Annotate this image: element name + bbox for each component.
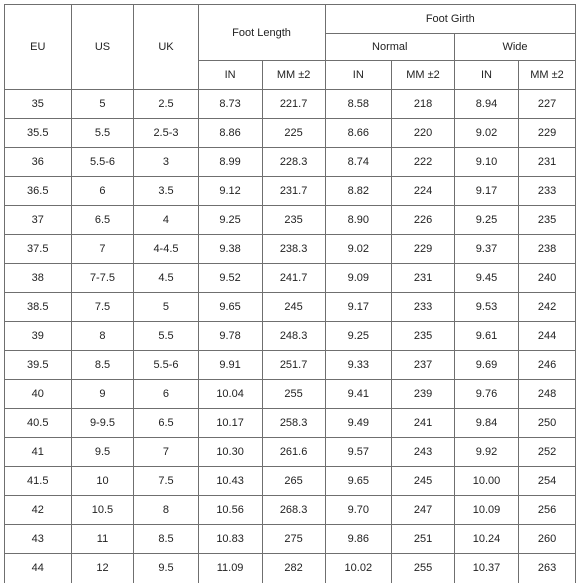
cell-length-in: 10.83 — [198, 525, 262, 554]
cell-eu: 36.5 — [5, 177, 72, 206]
cell-us: 7 — [71, 235, 134, 264]
cell-uk: 2.5-3 — [134, 119, 198, 148]
header-wide-in: IN — [454, 61, 518, 90]
cell-length-mm: 238.3 — [262, 235, 325, 264]
cell-length-mm: 221.7 — [262, 90, 325, 119]
cell-us: 10.5 — [71, 496, 134, 525]
cell-us: 5.5-6 — [71, 148, 134, 177]
cell-length-in: 8.99 — [198, 148, 262, 177]
cell-normal-in: 9.33 — [325, 351, 392, 380]
cell-normal-mm: 251 — [392, 525, 455, 554]
cell-length-mm: 261.6 — [262, 438, 325, 467]
cell-eu: 35.5 — [5, 119, 72, 148]
cell-wide-mm: 263 — [519, 554, 576, 583]
table-row — [5, 90, 576, 119]
cell-eu: 43 — [5, 525, 72, 554]
cell-normal-mm: 224 — [392, 177, 455, 206]
cell-wide-in: 8.94 — [454, 90, 518, 119]
cell-uk: 5.5-6 — [134, 351, 198, 380]
cell-wide-in: 9.92 — [454, 438, 518, 467]
cell-normal-mm: 218 — [392, 90, 455, 119]
cell-normal-mm: 237 — [392, 351, 455, 380]
cell-normal-in: 8.66 — [325, 119, 392, 148]
cell-normal-in: 9.02 — [325, 235, 392, 264]
cell-normal-in: 8.58 — [325, 90, 392, 119]
cell-us: 12 — [71, 554, 134, 583]
header-normal: Normal — [325, 34, 454, 61]
cell-wide-mm: 252 — [519, 438, 576, 467]
cell-us: 9.5 — [71, 438, 134, 467]
cell-normal-mm: 255 — [392, 554, 455, 583]
cell-us: 11 — [71, 525, 134, 554]
table-row — [5, 177, 576, 206]
cell-wide-in: 10.37 — [454, 554, 518, 583]
cell-wide-mm: 229 — [519, 119, 576, 148]
table-row — [5, 235, 576, 264]
cell-uk: 5.5 — [134, 322, 198, 351]
cell-length-in: 9.91 — [198, 351, 262, 380]
cell-normal-mm: 247 — [392, 496, 455, 525]
table-row — [5, 119, 576, 148]
cell-us: 6 — [71, 177, 134, 206]
cell-eu: 42 — [5, 496, 72, 525]
table-header — [5, 5, 576, 90]
cell-length-mm: 241.7 — [262, 264, 325, 293]
cell-normal-mm: 243 — [392, 438, 455, 467]
cell-length-in: 9.78 — [198, 322, 262, 351]
cell-length-in: 9.38 — [198, 235, 262, 264]
cell-length-mm: 268.3 — [262, 496, 325, 525]
cell-wide-mm: 242 — [519, 293, 576, 322]
header-normal-mm: MM ±2 — [392, 61, 455, 90]
cell-us: 7-7.5 — [71, 264, 134, 293]
cell-normal-in: 9.17 — [325, 293, 392, 322]
cell-eu: 39.5 — [5, 351, 72, 380]
cell-uk: 4.5 — [134, 264, 198, 293]
table-row — [5, 467, 576, 496]
cell-wide-in: 9.37 — [454, 235, 518, 264]
cell-normal-in: 9.49 — [325, 409, 392, 438]
cell-wide-in: 10.24 — [454, 525, 518, 554]
header-normal-in: IN — [325, 61, 392, 90]
cell-normal-in: 9.41 — [325, 380, 392, 409]
table-row — [5, 496, 576, 525]
table-body — [5, 90, 576, 583]
table-row — [5, 525, 576, 554]
size-chart-table — [4, 4, 576, 583]
cell-normal-in: 8.90 — [325, 206, 392, 235]
cell-uk: 7 — [134, 438, 198, 467]
header-foot-length: Foot Length — [198, 5, 325, 61]
cell-uk: 7.5 — [134, 467, 198, 496]
cell-length-mm: 251.7 — [262, 351, 325, 380]
table-row — [5, 438, 576, 467]
cell-uk: 9.5 — [134, 554, 198, 583]
cell-wide-mm: 240 — [519, 264, 576, 293]
cell-normal-mm: 245 — [392, 467, 455, 496]
header-us: US — [71, 5, 134, 90]
cell-us: 5 — [71, 90, 134, 119]
cell-normal-mm: 239 — [392, 380, 455, 409]
cell-eu: 37 — [5, 206, 72, 235]
cell-eu: 41 — [5, 438, 72, 467]
header-foot-girth: Foot Girth — [325, 5, 575, 34]
cell-length-in: 10.17 — [198, 409, 262, 438]
cell-uk: 8.5 — [134, 525, 198, 554]
cell-normal-mm: 233 — [392, 293, 455, 322]
cell-wide-mm: 233 — [519, 177, 576, 206]
cell-us: 6.5 — [71, 206, 134, 235]
cell-length-mm: 248.3 — [262, 322, 325, 351]
table-row — [5, 293, 576, 322]
header-uk: UK — [134, 5, 198, 90]
cell-length-mm: 235 — [262, 206, 325, 235]
header-length-in: IN — [198, 61, 262, 90]
cell-wide-in: 9.17 — [454, 177, 518, 206]
table-row — [5, 554, 576, 583]
cell-length-mm: 245 — [262, 293, 325, 322]
table-row — [5, 148, 576, 177]
cell-wide-mm: 254 — [519, 467, 576, 496]
cell-wide-in: 9.84 — [454, 409, 518, 438]
cell-wide-mm: 235 — [519, 206, 576, 235]
cell-normal-mm: 241 — [392, 409, 455, 438]
cell-wide-in: 10.09 — [454, 496, 518, 525]
cell-wide-mm: 260 — [519, 525, 576, 554]
cell-eu: 38.5 — [5, 293, 72, 322]
cell-length-in: 9.25 — [198, 206, 262, 235]
cell-normal-in: 9.70 — [325, 496, 392, 525]
cell-wide-mm: 238 — [519, 235, 576, 264]
cell-normal-in: 8.74 — [325, 148, 392, 177]
cell-length-in: 10.04 — [198, 380, 262, 409]
cell-eu: 38 — [5, 264, 72, 293]
cell-length-mm: 282 — [262, 554, 325, 583]
header-eu: EU — [5, 5, 72, 90]
cell-wide-mm: 244 — [519, 322, 576, 351]
cell-uk: 8 — [134, 496, 198, 525]
cell-wide-mm: 256 — [519, 496, 576, 525]
cell-wide-mm: 248 — [519, 380, 576, 409]
cell-length-mm: 275 — [262, 525, 325, 554]
cell-length-in: 10.56 — [198, 496, 262, 525]
cell-wide-in: 9.61 — [454, 322, 518, 351]
cell-length-in: 9.52 — [198, 264, 262, 293]
cell-uk: 6 — [134, 380, 198, 409]
header-length-mm: MM ±2 — [262, 61, 325, 90]
cell-length-in: 9.65 — [198, 293, 262, 322]
table-row — [5, 206, 576, 235]
cell-eu: 37.5 — [5, 235, 72, 264]
cell-normal-in: 10.02 — [325, 554, 392, 583]
header-wide-mm: MM ±2 — [519, 61, 576, 90]
cell-eu: 39 — [5, 322, 72, 351]
cell-normal-mm: 235 — [392, 322, 455, 351]
cell-uk: 3.5 — [134, 177, 198, 206]
cell-wide-in: 10.00 — [454, 467, 518, 496]
cell-normal-in: 9.65 — [325, 467, 392, 496]
cell-normal-in: 8.82 — [325, 177, 392, 206]
cell-wide-in: 9.69 — [454, 351, 518, 380]
cell-length-in: 11.09 — [198, 554, 262, 583]
cell-normal-in: 9.09 — [325, 264, 392, 293]
cell-eu: 41.5 — [5, 467, 72, 496]
cell-us: 8 — [71, 322, 134, 351]
cell-us: 9 — [71, 380, 134, 409]
cell-length-mm: 228.3 — [262, 148, 325, 177]
table-row — [5, 351, 576, 380]
cell-wide-in: 9.53 — [454, 293, 518, 322]
cell-uk: 2.5 — [134, 90, 198, 119]
cell-wide-in: 9.10 — [454, 148, 518, 177]
cell-eu: 40.5 — [5, 409, 72, 438]
cell-wide-in: 9.45 — [454, 264, 518, 293]
cell-wide-in: 9.76 — [454, 380, 518, 409]
cell-length-mm: 231.7 — [262, 177, 325, 206]
cell-uk: 3 — [134, 148, 198, 177]
cell-length-mm: 225 — [262, 119, 325, 148]
cell-normal-mm: 226 — [392, 206, 455, 235]
cell-eu: 40 — [5, 380, 72, 409]
cell-length-in: 9.12 — [198, 177, 262, 206]
cell-normal-mm: 231 — [392, 264, 455, 293]
cell-wide-in: 9.02 — [454, 119, 518, 148]
cell-length-mm: 265 — [262, 467, 325, 496]
cell-uk: 5 — [134, 293, 198, 322]
cell-normal-mm: 229 — [392, 235, 455, 264]
cell-normal-in: 9.86 — [325, 525, 392, 554]
cell-us: 8.5 — [71, 351, 134, 380]
cell-length-in: 10.30 — [198, 438, 262, 467]
cell-normal-in: 9.25 — [325, 322, 392, 351]
cell-wide-mm: 227 — [519, 90, 576, 119]
cell-length-mm: 255 — [262, 380, 325, 409]
cell-wide-mm: 250 — [519, 409, 576, 438]
cell-normal-mm: 222 — [392, 148, 455, 177]
cell-us: 5.5 — [71, 119, 134, 148]
cell-eu: 44 — [5, 554, 72, 583]
header-wide: Wide — [454, 34, 575, 61]
cell-wide-mm: 231 — [519, 148, 576, 177]
table-row — [5, 322, 576, 351]
cell-length-in: 10.43 — [198, 467, 262, 496]
cell-wide-in: 9.25 — [454, 206, 518, 235]
cell-length-in: 8.86 — [198, 119, 262, 148]
cell-us: 10 — [71, 467, 134, 496]
cell-us: 7.5 — [71, 293, 134, 322]
cell-wide-mm: 246 — [519, 351, 576, 380]
table-row — [5, 409, 576, 438]
cell-eu: 36 — [5, 148, 72, 177]
cell-length-in: 8.73 — [198, 90, 262, 119]
cell-uk: 6.5 — [134, 409, 198, 438]
cell-uk: 4-4.5 — [134, 235, 198, 264]
table-row — [5, 380, 576, 409]
cell-length-mm: 258.3 — [262, 409, 325, 438]
table-row — [5, 264, 576, 293]
cell-eu: 35 — [5, 90, 72, 119]
cell-normal-in: 9.57 — [325, 438, 392, 467]
cell-normal-mm: 220 — [392, 119, 455, 148]
cell-uk: 4 — [134, 206, 198, 235]
cell-us: 9-9.5 — [71, 409, 134, 438]
